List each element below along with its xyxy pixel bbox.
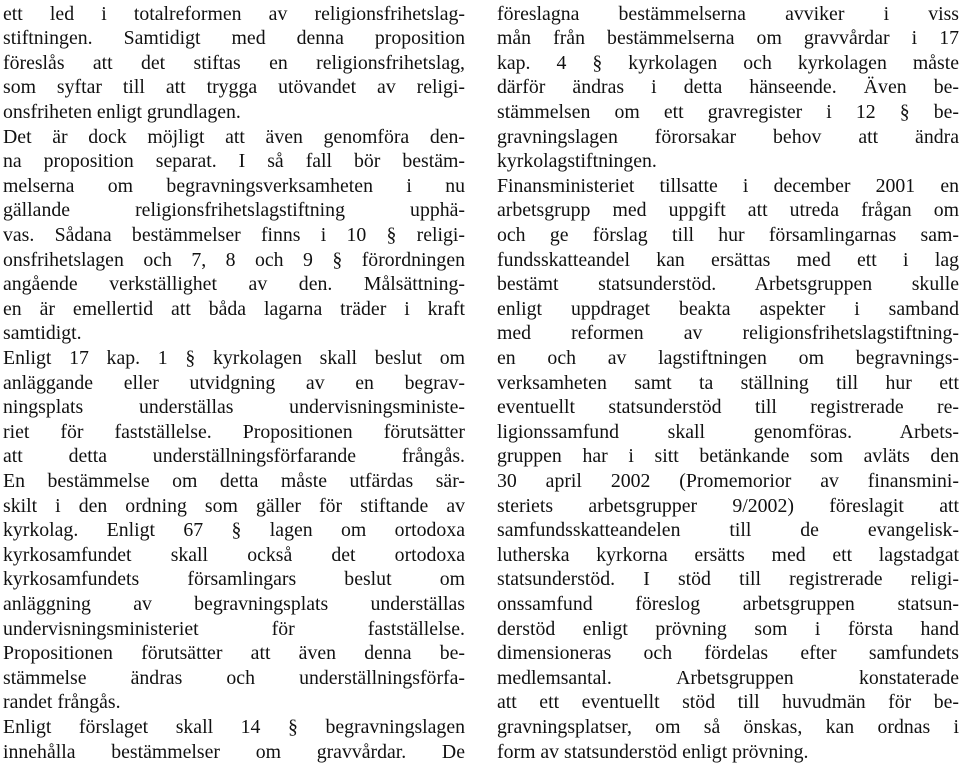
text-line: steriets arbetsgrupper 9/2002) föreslagit att [497,494,959,517]
text-line: kyrkolagstiftningen. [497,150,657,173]
text-line: som syftar till att trygga utövandet av religi- [3,76,465,99]
text-line: melserna om begravningsverksamheten i nu [3,174,465,197]
text-line: kyrkolag. Enligt 67 § lagen om ortodoxa [3,519,465,542]
text-line: vas. Sådana bestämmelser finns i 10 § religi- [3,223,465,246]
text-line: och ge förslag till hur församlingarnas sam- [497,223,959,246]
text-line: derstöd enligt prövning som i första hand [497,617,959,640]
text-line: na proposition separat. I så fall bör bestäm- [3,150,465,173]
text-line: 30 april 2002 (Promemorior av finansmini- [497,469,959,492]
text-line: samtidigt. [3,322,82,345]
text-line: stämmelse ändras och underställningsförfa- [3,666,465,689]
text-line: riet för fastställelse. Propositionen förutsätter [3,420,465,443]
text-line: Enligt 17 kap. 1 § kyrkolagen skall beslut om [3,346,465,369]
text-line: verksamheten samt ta ställning till hur ett [497,371,959,394]
text-line: mån från bestämmelserna om gravvårdar i 17 [497,27,959,50]
text-line: statsunderstöd. I stöd till registrerade religi- [497,568,959,591]
text-line: en är emellertid att båda lagarna träder i kraft [3,297,465,320]
text-line: anläggande eller utvidgning av en begrav- [3,371,465,394]
text-line: med reformen av religionsfrihetslagstiftning- [497,322,959,345]
text-line: dimensioneras och fördelas efter samfundets [497,642,959,665]
text-line: En bestämmelse om detta måste utfärdas sär- [3,469,465,492]
text-line: enligt uppdraget beakta aspekter i samband [497,297,959,320]
text-line: samfundsskatteandelen till de evangelisk- [497,519,959,542]
text-line: angående verkställighet av den. Målsättning- [3,273,465,296]
text-line: randet frångås. [3,691,121,714]
text-line: föreslås att det stiftas en religionsfrihetslag, [3,51,465,74]
text-line: föreslagna bestämmelserna avviker i viss [497,2,959,25]
text-line: onsfrihetslagen och 7, 8 och 9 § förordningen [3,248,465,271]
text-line: medlemsantal. Arbetsgruppen konstaterade [497,666,959,689]
text-line: undervisningsministeriet för fastställelse. [3,617,465,640]
text-line: lutherska kyrkorna ersätts med ett lagstadgat [497,543,959,566]
text-line: stiftningen. Samtidigt med denna proposition [3,27,465,50]
text-line: Finansministeriet tillsatte i december 2001 en [497,174,959,197]
text-line: bestämt statsunderstöd. Arbetsgruppen skulle [497,273,959,296]
text-line: form av statsunderstöd enligt prövning. [497,740,809,763]
text-line: Det är dock möjligt att även genomföra den- [3,125,465,148]
text-line: Enligt förslaget skall 14 § begravningslagen [3,715,465,738]
text-line: arbetsgrupp med uppgift att utreda frågan om [497,199,959,222]
text-line: kyrkosamfundets församlingars beslut om [3,568,465,591]
text-line: ligionssamfund skall genomföras. Arbets- [497,420,959,443]
text-line: att detta underställningsförfarande frångås. [3,445,465,468]
text-line: kyrkosamfundet skall också det ortodoxa [3,543,465,566]
text-line: skilt i den ordning som gäller för stiftande av [3,494,465,517]
text-line: ningsplats underställas undervisningsministe- [3,396,465,419]
text-line: onsfriheten enligt grundlagen. [3,100,241,123]
text-line: anläggning av begravningsplats underställas [3,592,465,615]
text-line: ett led i totalreformen av religionsfrihetslag- [3,2,465,25]
text-line: fundsskatteandel kan ersättas med ett i lag [497,248,959,271]
text-line: eventuellt statsunderstöd till registrerade re- [497,396,959,419]
text-line: innehålla bestämmelser om gravvårdar. De [3,740,465,763]
text-line: därför ändras i detta hänseende. Även be- [497,76,959,99]
text-line: stämmelsen om ett gravregister i 12 § be- [497,100,959,123]
text-line: gravningslagen förorsakar behov att ändra [497,125,959,148]
text-line: kap. 4 § kyrkolagen och kyrkolagen måste [497,51,959,74]
text-line: gällande religionsfrihetslagstiftning upphä- [3,199,465,222]
text-line: gruppen har i sitt betänkande som avläts den [497,445,959,468]
text-line: att ett eventuellt stöd till huvudmän för be- [497,691,959,714]
text-line: gravningsplatser, om så önskas, kan ordnas i [497,715,959,738]
text-line: en och av lagstiftningen om begravnings- [497,346,959,369]
text-line: onssamfund föreslog arbetsgruppen statsun- [497,592,959,615]
text-line: Propositionen förutsätter att även denna be- [3,642,465,665]
